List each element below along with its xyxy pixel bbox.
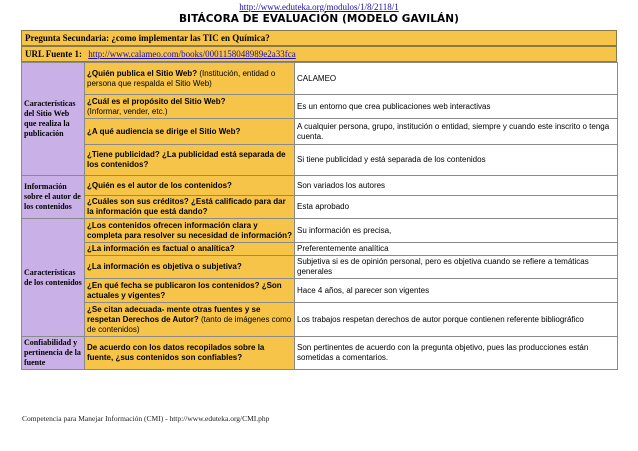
table-row — [22, 119, 618, 145]
answer-cell: Esta aprobado — [295, 196, 618, 219]
secondary-question-text: Pregunta Secundaria: ¿como implementar las TIC en Química? — [25, 33, 270, 43]
table-row — [22, 196, 618, 219]
table-row — [22, 63, 618, 95]
table-row — [22, 303, 618, 337]
answer-cell: Su información es precisa, — [295, 219, 618, 243]
answer-cell: Los trabajos respetan derechos de autor porque contienen referente bibliográfico — [295, 303, 618, 337]
question-cell: ¿Los contenidos ofrecen información clara y completa para resolver su necesidad de información? — [85, 219, 295, 243]
question-cell — [85, 303, 295, 337]
source-url-bar — [21, 46, 617, 62]
answer-cell: Son variados los autores — [295, 176, 618, 196]
category-cell: Características de los contenidos — [22, 219, 85, 337]
question-text: ¿Cuál es el propósito del Sitio Web? — [87, 96, 226, 106]
question-text: ¿Quién publica el Sitio Web? — [87, 68, 198, 78]
table-row — [22, 256, 618, 279]
answer-cell: Es un entorno que crea publicaciones web interactivas — [295, 95, 618, 119]
answer-cell: Preferentemente analítica — [295, 243, 618, 256]
question-cell: ¿A qué audiencia se dirige el Sitio Web? — [85, 119, 295, 145]
question-cell: ¿La información es factual o analítica? — [85, 243, 295, 256]
answer-cell: Son pertinentes de acuerdo con la pregunta objetivo, pues las producciones están sometidas a comentarios. — [295, 337, 618, 370]
category-cell: Características del Sitio Web que realiza la publicación — [22, 63, 85, 176]
question-cell: ¿En qué fecha se publicaron los contenidos? ¿Son actuales y vigentes? — [85, 279, 295, 303]
question-cell: ¿Tiene publicidad? ¿La publicidad está separada de los contenidos? — [85, 145, 295, 176]
table-row — [22, 243, 618, 256]
question-cell: ¿La información es objetiva o subjetiva? — [85, 256, 295, 279]
question-cell — [85, 95, 295, 119]
question-cell — [85, 63, 295, 95]
answer-cell: Hace 4 años, al parecer son vigentes — [295, 279, 618, 303]
evaluation-table — [21, 62, 618, 370]
table-row — [22, 95, 618, 119]
question-cell: ¿Quién es el autor de los contenidos? — [85, 176, 295, 196]
table-row — [22, 337, 618, 370]
question-subtext: (Institución, entidad o persona que respalda el Sitio Web) — [87, 68, 276, 88]
table-row — [22, 279, 618, 303]
source-url-label: URL Fuente 1: — [25, 49, 82, 59]
question-subtext: (Informar, vender, etc.) — [87, 106, 168, 116]
page-footer: Competencia para Manejar Información (CMI) - http://www.eduteka.org/CMI.php — [22, 414, 270, 423]
category-cell: Información sobre el autor de los contenidos — [22, 176, 85, 219]
answer-cell: A cualquier persona, grupo, institución o entidad, siempre y cuando este inscrito o tenga cuenta. — [295, 119, 618, 145]
source-url-link[interactable]: http://www.eduteka.org/modulos/1/8/2118/1 — [239, 2, 399, 12]
question-subtext: (tanto de imágenes como de contenidos) — [87, 314, 292, 334]
category-cell: Confiabilidad y pertinencia de la fuente — [22, 337, 85, 370]
table-row — [22, 145, 618, 176]
question-cell: De acuerdo con los datos recopilados sobre la fuente, ¿sus contenidos son confiables? — [85, 337, 295, 370]
answer-cell: CALAMEO — [295, 63, 618, 95]
page-title: BITÁCORA DE EVALUACIÓN (MODELO GAVILÁN) — [178, 13, 460, 25]
table-row — [22, 219, 618, 243]
source-url-value-link[interactable]: http://www.calameo.com/books/0001158048989e2a33fca — [88, 49, 296, 59]
answer-cell: Si tiene publicidad y está separada de los contenidos — [295, 145, 618, 176]
secondary-question-bar — [21, 30, 617, 46]
answer-cell: Subjetiva si es de opinión personal, pero es objetiva cuando se refiere a temáticas generales — [295, 256, 618, 279]
table-row — [22, 176, 618, 196]
question-cell: ¿Cuáles son sus créditos? ¿Está calificado para dar la información que está dando? — [85, 196, 295, 219]
question-text: ¿Se citan adecuada- mente otras fuentes y se respetan Derechos de Autor? — [87, 304, 261, 324]
